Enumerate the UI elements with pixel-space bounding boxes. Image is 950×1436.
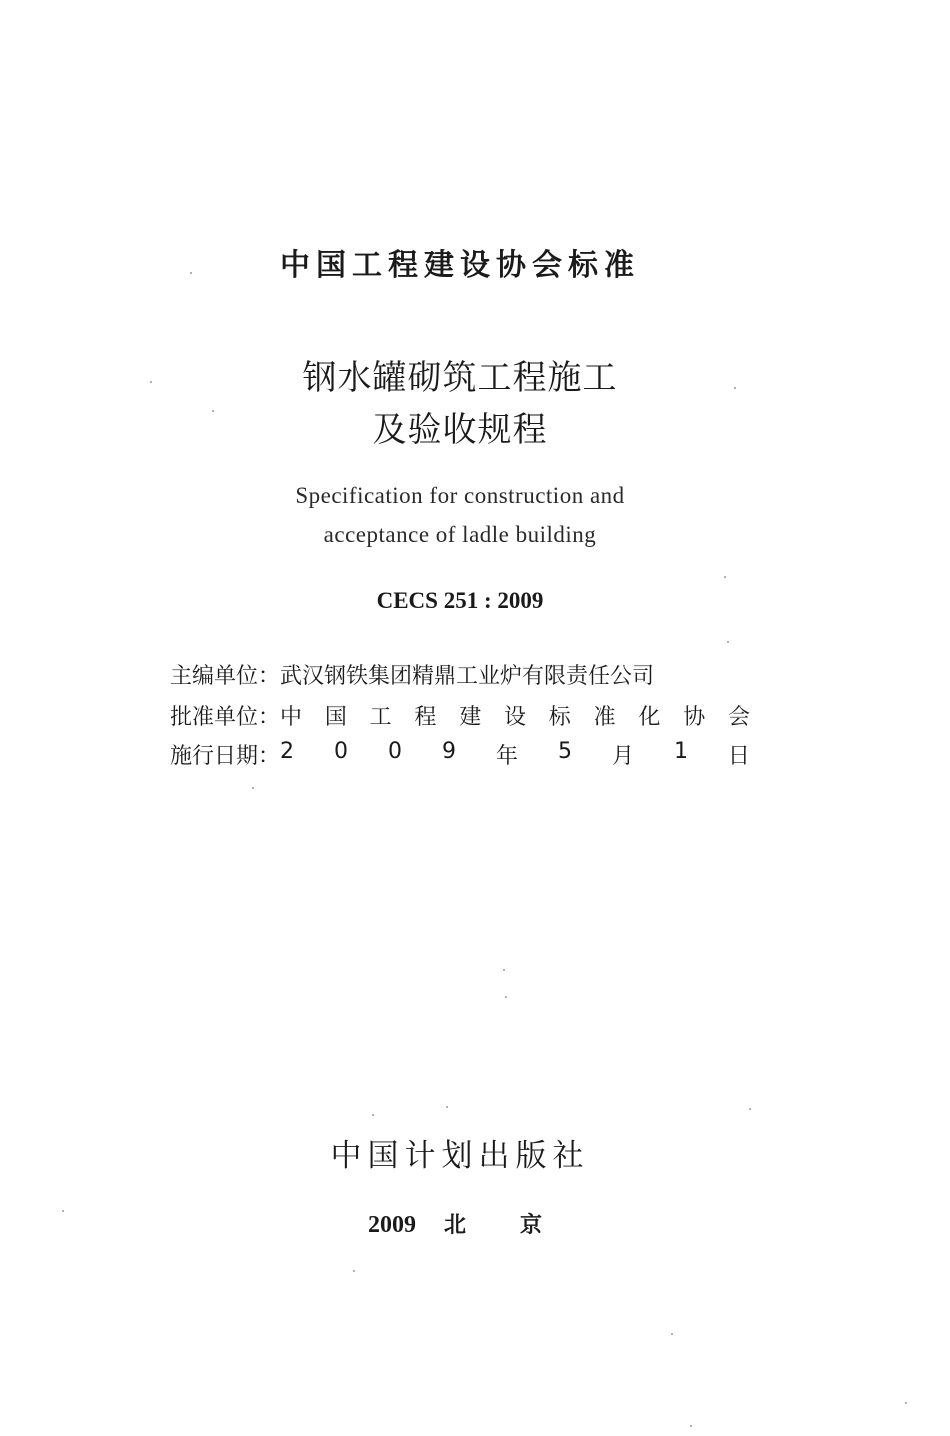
scan-speck	[671, 1333, 673, 1335]
publisher-name: 中国计划出版社	[330, 1138, 590, 1174]
scan-speck	[372, 1114, 374, 1116]
chief-editor-label: 主编单位：	[170, 664, 281, 689]
scan-speck	[212, 410, 214, 412]
approver-char: 工	[369, 705, 392, 730]
date-char: 0	[334, 739, 348, 764]
date-char: 1	[673, 739, 688, 764]
chinese-title-line-2: 及验收规程	[372, 410, 548, 450]
approver-char: 化	[638, 705, 661, 730]
english-title-line-2: acceptance of ladle building	[323, 522, 597, 547]
scan-speck	[690, 1425, 692, 1427]
standard-code: CECS 251 : 2009	[376, 588, 544, 613]
chief-editor-value: 武汉钢铁集团精鼎工业炉有限责任公司	[280, 664, 655, 689]
scan-speck	[727, 641, 729, 643]
scan-speck	[62, 1210, 64, 1212]
approver-char: 设	[504, 705, 527, 730]
scan-speck	[150, 381, 152, 383]
publication-place	[368, 1208, 596, 1239]
scan-speck	[353, 1270, 355, 1272]
english-title-line-1: Specification for construction and	[295, 483, 625, 508]
effective-date-row	[170, 739, 750, 770]
approver-label: 批准单位：	[170, 705, 281, 730]
date-char: 月	[611, 744, 634, 769]
date-char: 年	[495, 744, 518, 769]
approver-char: 程	[414, 705, 437, 730]
approver-row	[170, 700, 750, 731]
approver-char: 中	[280, 705, 303, 730]
scan-speck	[734, 387, 736, 389]
approver-char: 准	[593, 705, 616, 730]
chinese-title-line-1: 钢水罐砌筑工程施工	[302, 358, 618, 398]
scan-speck	[749, 1108, 751, 1110]
effective-date-value	[280, 739, 750, 770]
approver-char: 国	[324, 705, 347, 730]
date-char: 日	[727, 744, 750, 769]
approver-char: 标	[548, 705, 571, 730]
approver-char: 建	[459, 705, 482, 730]
scan-speck	[724, 576, 726, 578]
effective-date-label: 施行日期：	[170, 744, 281, 769]
approver-value	[280, 700, 750, 731]
date-char: 5	[557, 739, 572, 764]
scan-speck	[505, 996, 507, 998]
scan-speck	[252, 787, 254, 789]
scan-speck	[446, 1106, 448, 1108]
scan-speck	[190, 272, 192, 274]
approver-char: 会	[727, 705, 750, 730]
publication-city: 北京	[444, 1213, 597, 1238]
publication-year: 2009	[368, 1212, 416, 1238]
scan-speck	[503, 969, 505, 971]
date-char: 2	[280, 739, 295, 764]
date-char: 0	[387, 739, 402, 764]
scan-speck	[905, 1402, 907, 1404]
chief-editor-row	[170, 659, 750, 690]
date-char: 9	[441, 739, 456, 764]
standard-series-title: 中国工程建设协会标准	[280, 248, 640, 283]
approver-char: 协	[683, 705, 706, 730]
